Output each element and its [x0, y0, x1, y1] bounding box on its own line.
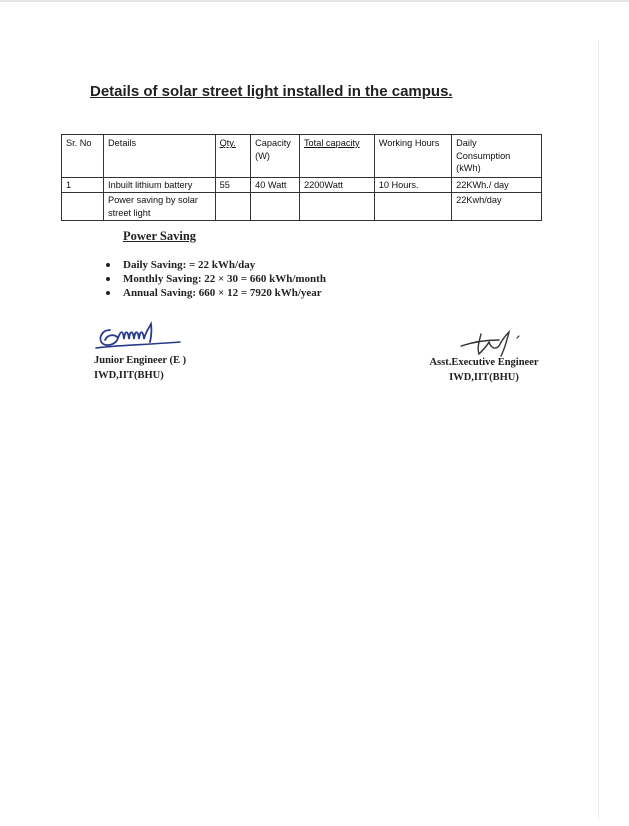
- header-sr-no: Sr. No: [62, 135, 104, 178]
- cell-sr-no: [62, 193, 104, 221]
- cell-details: [104, 193, 216, 221]
- header-daily-consumption-line: (kWh): [456, 163, 481, 173]
- cell-total-capacity: [299, 193, 374, 221]
- saving-item-monthly: Monthly Saving: 22 × 30 = 660 kWh/month: [105, 272, 326, 286]
- header-details: Details: [104, 135, 216, 178]
- table-row: [62, 177, 542, 193]
- cell-details-line: Power saving by solar: [108, 195, 198, 205]
- table-header-row: [62, 135, 542, 178]
- header-capacity: Capacity (W): [251, 135, 300, 178]
- table-row: [62, 193, 542, 221]
- header-daily-consumption: [452, 135, 542, 178]
- cell-total-capacity: 2200Watt: [299, 177, 374, 193]
- cell-qty: [215, 193, 251, 221]
- page-top-edge: [0, 0, 629, 2]
- left-signatory-designation: Junior Engineer (E ): [94, 355, 187, 366]
- cell-details-line: street light: [108, 207, 151, 218]
- junior-engineer-signature: [88, 316, 188, 356]
- header-working-hours: Working Hours: [374, 135, 451, 178]
- header-qty: Qty.: [215, 135, 251, 178]
- cell-working-hours: [374, 193, 451, 221]
- header-daily-consumption-line: Consumption: [456, 150, 511, 161]
- right-signatory-block: [429, 355, 539, 385]
- header-daily-consumption-line: Daily: [456, 138, 477, 148]
- cell-sr-no: 1: [62, 177, 104, 193]
- left-signatory-block: [94, 353, 186, 383]
- cell-daily-consumption: 22Kwh/day: [452, 193, 542, 221]
- left-signatory-office: IWD,IIT(BHU): [94, 370, 164, 381]
- right-signatory-office: IWD,IIT(BHU): [449, 372, 519, 383]
- cell-working-hours: 10 Hours.: [374, 177, 451, 193]
- saving-item-daily: Daily Saving: = 22 kWh/day: [105, 258, 326, 272]
- power-saving-heading: Power Saving: [123, 229, 197, 243]
- cell-capacity: 40 Watt: [251, 177, 300, 193]
- saving-item-annual: Annual Saving: 660 × 12 = 7920 kWh/year: [105, 286, 326, 300]
- power-saving-list: [105, 258, 326, 300]
- cell-details: Inbuilt lithium battery: [104, 177, 216, 193]
- cell-daily-consumption: 22KWh./ day: [452, 177, 542, 193]
- right-signatory-designation: Asst.Executive Engineer: [429, 357, 539, 368]
- cell-qty: 55: [215, 177, 251, 193]
- solar-light-table: [61, 134, 542, 221]
- document-title: Details of solar street light installed in the campus.: [90, 83, 453, 100]
- page-scan-edge: [598, 40, 599, 820]
- header-total-capacity: Total capacity: [299, 135, 374, 178]
- cell-capacity: [251, 193, 300, 221]
